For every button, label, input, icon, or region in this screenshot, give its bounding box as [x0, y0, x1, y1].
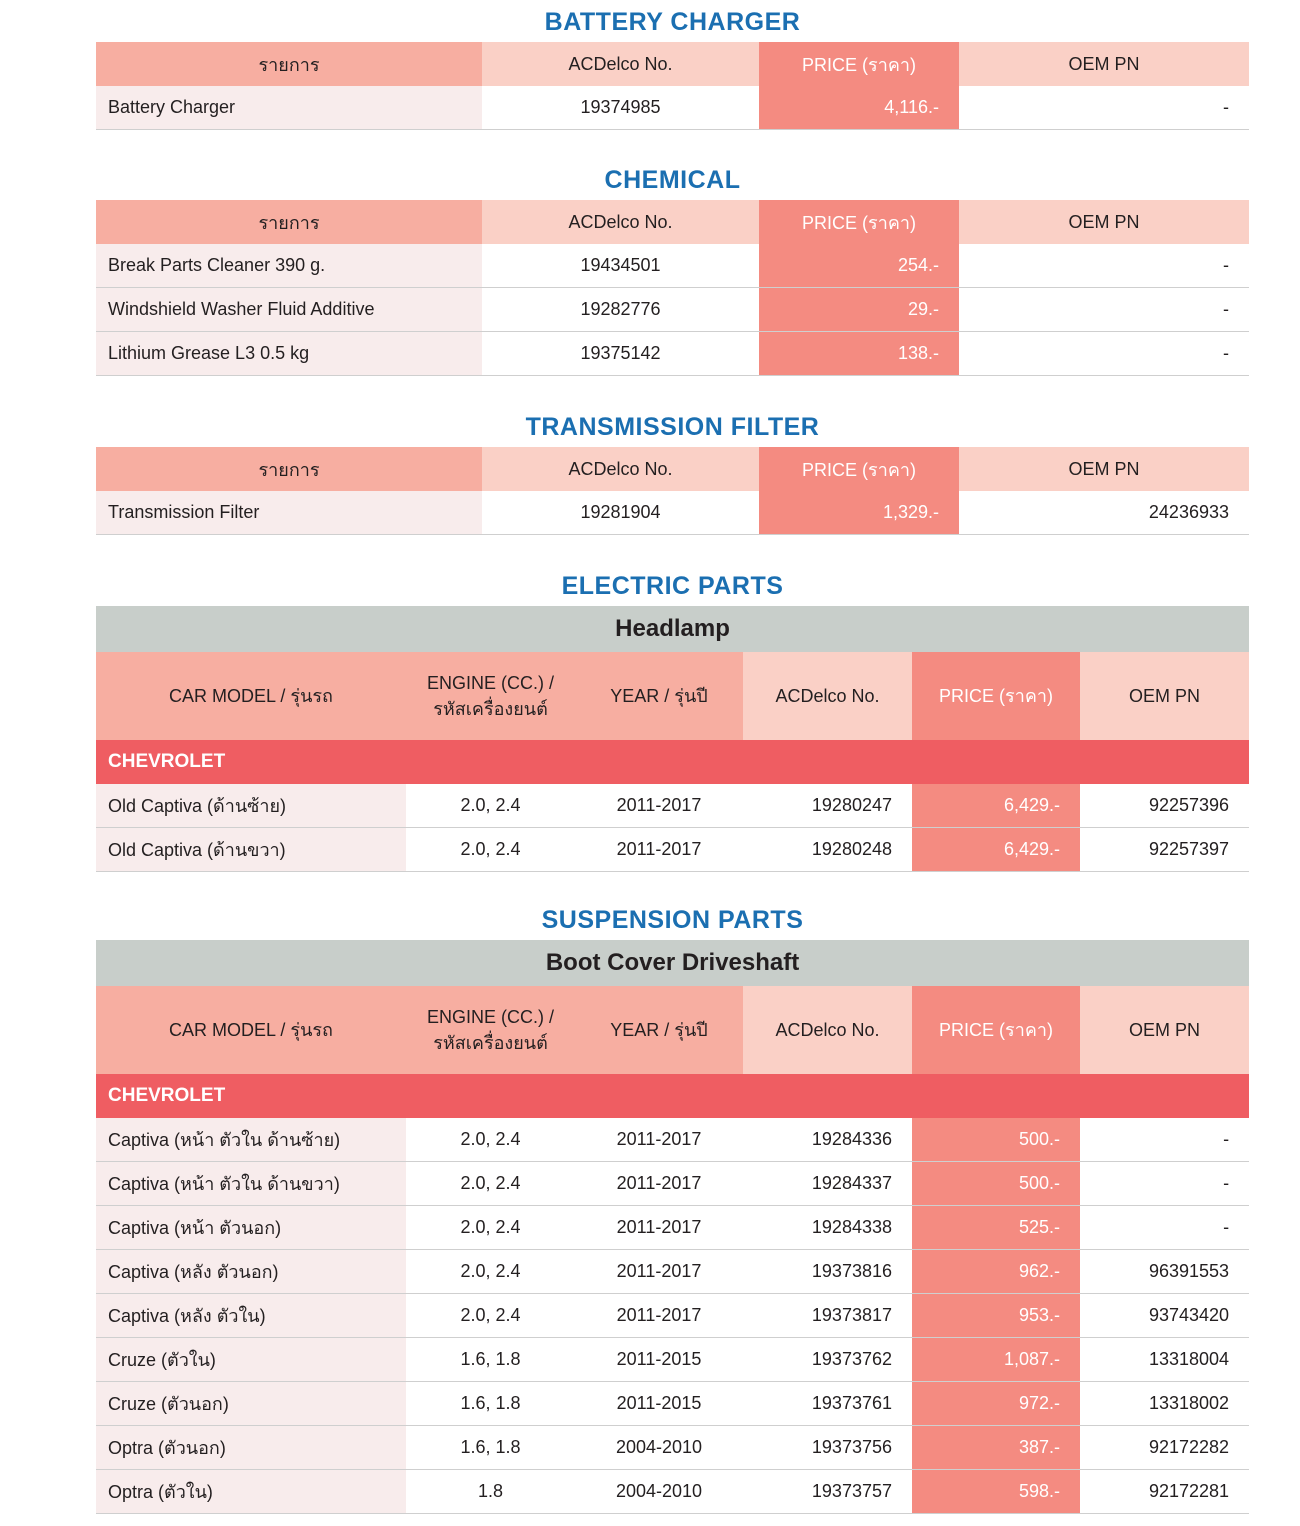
- table-row: [96, 1206, 1249, 1250]
- header-engine-line1: ENGINE (CC.) /: [426, 1007, 554, 1027]
- chemical-section: [96, 160, 1249, 376]
- model-year: 2011-2015: [575, 1382, 743, 1426]
- header-price: PRICE (ราคา): [759, 447, 959, 491]
- table-row: [96, 1470, 1249, 1514]
- section-title-battery-charger: BATTERY CHARGER: [544, 8, 801, 36]
- suspension-parts-table: [96, 940, 1249, 1514]
- price-value: 500.-: [912, 1162, 1080, 1206]
- brand-row: [96, 740, 1249, 784]
- header-engine: [406, 652, 575, 740]
- acdelco-number: 19373757: [743, 1470, 912, 1514]
- acdelco-number: 19434501: [482, 244, 759, 288]
- item-name: Lithium Grease L3 0.5 kg: [96, 332, 482, 376]
- subtitle-headlamp: Headlamp: [96, 606, 1249, 652]
- car-model: Optra (ตัวนอก): [96, 1426, 406, 1470]
- model-year: 2004-2010: [575, 1470, 743, 1514]
- table-row: [96, 784, 1249, 828]
- chemical-table: [96, 200, 1249, 376]
- section-title-transmission-filter: TRANSMISSION FILTER: [525, 413, 820, 441]
- item-name: Windshield Washer Fluid Additive: [96, 288, 482, 332]
- engine-cc: 2.0, 2.4: [406, 1294, 575, 1338]
- oem-number: 13318002: [1080, 1382, 1249, 1426]
- header-item: รายการ: [96, 447, 482, 491]
- model-year: 2011-2015: [575, 1338, 743, 1382]
- acdelco-number: 19374985: [482, 86, 759, 130]
- table-row: [96, 1382, 1249, 1426]
- header-oem: OEM PN: [959, 447, 1249, 491]
- section-title-electric-parts: ELECTRIC PARTS: [561, 572, 784, 600]
- acdelco-number: 19280248: [743, 828, 912, 872]
- table-row: [96, 1250, 1249, 1294]
- acdelco-number: 19280247: [743, 784, 912, 828]
- battery-charger-section: [96, 2, 1249, 130]
- header-price: PRICE (ราคา): [912, 652, 1080, 740]
- item-name: Transmission Filter: [96, 491, 482, 535]
- table-row: [96, 1118, 1249, 1162]
- header-price: PRICE (ราคา): [912, 986, 1080, 1074]
- header-price: PRICE (ราคา): [759, 42, 959, 86]
- acdelco-number: 19373756: [743, 1426, 912, 1470]
- table-header-row: [96, 200, 1249, 244]
- header-acdelco: ACDelco No.: [743, 652, 912, 740]
- subtitle-row: [96, 940, 1249, 986]
- header-oem: OEM PN: [959, 42, 1249, 86]
- oem-number: -: [959, 288, 1249, 332]
- acdelco-number: 19373762: [743, 1338, 912, 1382]
- oem-number: 92172282: [1080, 1426, 1249, 1470]
- car-model: Captiva (หลัง ตัวใน): [96, 1294, 406, 1338]
- price-value: 4,116.-: [759, 86, 959, 130]
- oem-number: 13318004: [1080, 1338, 1249, 1382]
- price-value: 598.-: [912, 1470, 1080, 1514]
- subtitle-boot-cover: Boot Cover Driveshaft: [96, 940, 1249, 986]
- engine-cc: 2.0, 2.4: [406, 828, 575, 872]
- header-car-model: CAR MODEL / รุ่นรถ: [96, 652, 406, 740]
- brand-row: [96, 1074, 1249, 1118]
- car-model: Cruze (ตัวใน): [96, 1338, 406, 1382]
- transmission-filter-section: [96, 407, 1249, 535]
- table-row: [96, 1426, 1249, 1470]
- item-name: Break Parts Cleaner 390 g.: [96, 244, 482, 288]
- header-engine: [406, 986, 575, 1074]
- model-year: 2011-2017: [575, 1206, 743, 1250]
- header-year: YEAR / รุ่นปี: [575, 986, 743, 1074]
- header-item: รายการ: [96, 200, 482, 244]
- car-model: Captiva (หน้า ตัวนอก): [96, 1206, 406, 1250]
- car-model: Captiva (หลัง ตัวนอก): [96, 1250, 406, 1294]
- header-engine-line1: ENGINE (CC.) /: [426, 673, 554, 693]
- item-name: Battery Charger: [96, 86, 482, 130]
- acdelco-number: 19375142: [482, 332, 759, 376]
- model-year: 2011-2017: [575, 784, 743, 828]
- brand-label: CHEVROLET: [96, 1074, 1249, 1118]
- engine-cc: 1.6, 1.8: [406, 1382, 575, 1426]
- engine-cc: 1.8: [406, 1470, 575, 1514]
- suspension-parts-section: [96, 900, 1249, 1514]
- header-year: YEAR / รุ่นปี: [575, 652, 743, 740]
- price-value: 254.-: [759, 244, 959, 288]
- electric-parts-section: [96, 566, 1249, 872]
- price-value: 500.-: [912, 1118, 1080, 1162]
- model-year: 2011-2017: [575, 1250, 743, 1294]
- acdelco-number: 19282776: [482, 288, 759, 332]
- header-oem: OEM PN: [959, 200, 1249, 244]
- subtitle-row: [96, 606, 1249, 652]
- table-row: [96, 244, 1249, 288]
- acdelco-number: 19373816: [743, 1250, 912, 1294]
- oem-number: -: [959, 332, 1249, 376]
- header-acdelco: ACDelco No.: [482, 447, 759, 491]
- price-value: 6,429.-: [912, 784, 1080, 828]
- table-row: [96, 828, 1249, 872]
- model-year: 2011-2017: [575, 1162, 743, 1206]
- battery-charger-table: [96, 42, 1249, 130]
- header-acdelco: ACDelco No.: [482, 42, 759, 86]
- price-value: 387.-: [912, 1426, 1080, 1470]
- car-model: Old Captiva (ด้านขวา): [96, 828, 406, 872]
- transmission-filter-table: [96, 447, 1249, 535]
- acdelco-number: 19281904: [482, 491, 759, 535]
- acdelco-number: 19373761: [743, 1382, 912, 1426]
- oem-number: -: [959, 244, 1249, 288]
- engine-cc: 1.6, 1.8: [406, 1338, 575, 1382]
- header-price: PRICE (ราคา): [759, 200, 959, 244]
- table-header-row: [96, 42, 1249, 86]
- header-car-model: CAR MODEL / รุ่นรถ: [96, 986, 406, 1074]
- acdelco-number: 19284337: [743, 1162, 912, 1206]
- table-row: [96, 491, 1249, 535]
- engine-cc: 2.0, 2.4: [406, 1206, 575, 1250]
- engine-cc: 2.0, 2.4: [406, 784, 575, 828]
- engine-cc: 2.0, 2.4: [406, 1118, 575, 1162]
- oem-number: -: [1080, 1206, 1249, 1250]
- car-model: Captiva (หน้า ตัวใน ด้านซ้าย): [96, 1118, 406, 1162]
- car-model: Cruze (ตัวนอก): [96, 1382, 406, 1426]
- table-row: [96, 288, 1249, 332]
- acdelco-number: 19373817: [743, 1294, 912, 1338]
- table-header-row: [96, 447, 1249, 491]
- model-year: 2004-2010: [575, 1426, 743, 1470]
- oem-number: -: [1080, 1162, 1249, 1206]
- engine-cc: 1.6, 1.8: [406, 1426, 575, 1470]
- header-oem: OEM PN: [1080, 986, 1249, 1074]
- oem-number: 96391553: [1080, 1250, 1249, 1294]
- electric-parts-table: [96, 606, 1249, 872]
- car-model: Old Captiva (ด้านซ้าย): [96, 784, 406, 828]
- section-title-suspension-parts: SUSPENSION PARTS: [541, 906, 804, 934]
- header-acdelco: ACDelco No.: [743, 986, 912, 1074]
- engine-cc: 2.0, 2.4: [406, 1250, 575, 1294]
- header-engine-line2: รหัสเครื่องยนต์: [433, 699, 548, 719]
- section-title-chemical: CHEMICAL: [604, 166, 741, 194]
- oem-number: 92172281: [1080, 1470, 1249, 1514]
- header-oem: OEM PN: [1080, 652, 1249, 740]
- header-item: รายการ: [96, 42, 482, 86]
- oem-number: -: [1080, 1118, 1249, 1162]
- table-header-row: [96, 652, 1249, 740]
- car-model: Captiva (หน้า ตัวใน ด้านขวา): [96, 1162, 406, 1206]
- price-value: 972.-: [912, 1382, 1080, 1426]
- table-row: [96, 1294, 1249, 1338]
- table-row: [96, 1162, 1249, 1206]
- oem-number: 92257396: [1080, 784, 1249, 828]
- model-year: 2011-2017: [575, 1294, 743, 1338]
- acdelco-number: 19284338: [743, 1206, 912, 1250]
- model-year: 2011-2017: [575, 1118, 743, 1162]
- table-row: [96, 1338, 1249, 1382]
- price-value: 138.-: [759, 332, 959, 376]
- price-value: 962.-: [912, 1250, 1080, 1294]
- price-value: 29.-: [759, 288, 959, 332]
- price-value: 6,429.-: [912, 828, 1080, 872]
- model-year: 2011-2017: [575, 828, 743, 872]
- price-value: 1,329.-: [759, 491, 959, 535]
- oem-number: -: [959, 86, 1249, 130]
- car-model: Optra (ตัวใน): [96, 1470, 406, 1514]
- price-value: 1,087.-: [912, 1338, 1080, 1382]
- header-acdelco: ACDelco No.: [482, 200, 759, 244]
- header-engine-line2: รหัสเครื่องยนต์: [433, 1033, 548, 1053]
- oem-number: 24236933: [959, 491, 1249, 535]
- brand-label: CHEVROLET: [96, 740, 1249, 784]
- oem-number: 92257397: [1080, 828, 1249, 872]
- engine-cc: 2.0, 2.4: [406, 1162, 575, 1206]
- price-value: 953.-: [912, 1294, 1080, 1338]
- table-header-row: [96, 986, 1249, 1074]
- price-value: 525.-: [912, 1206, 1080, 1250]
- oem-number: 93743420: [1080, 1294, 1249, 1338]
- table-row: [96, 332, 1249, 376]
- table-row: [96, 86, 1249, 130]
- acdelco-number: 19284336: [743, 1118, 912, 1162]
